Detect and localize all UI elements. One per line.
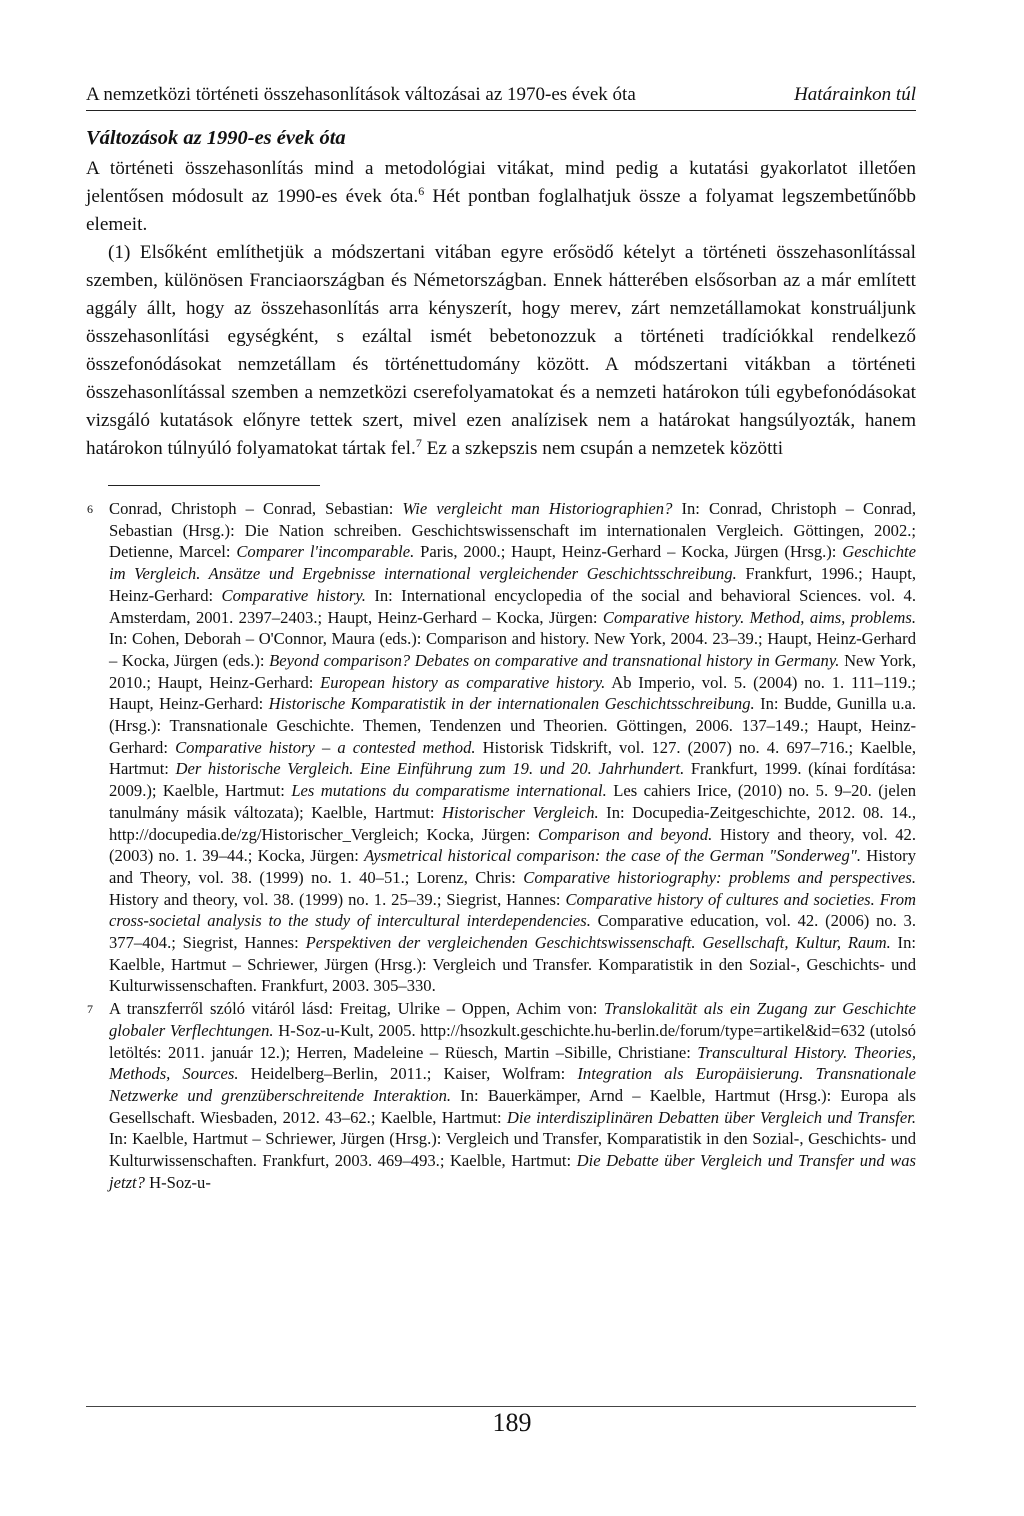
footnote-divider [108,485,320,486]
footnote-title-segment: Die Debatte über Vergleich und Transfer und was jetzt? [109,1151,916,1192]
section-title: Változások az 1990-es évek óta [86,127,346,149]
footnote-title-segment: Wie vergleicht man Historiographien? [402,499,673,518]
footnote-title-segment: Comparative history – a contested method. [175,737,476,757]
footnote-ref-7[interactable]: 7 [415,436,422,450]
page-number: 189 [492,1408,532,1437]
footnote-text-segment: In: International encyclopedia of the social and behavioral Sciences. vol. 4. Amsterdam, 2001. 2397–2403.; Haupt, Heinz-Gerhard – Kocka, Jürgen: [109,585,916,627]
footnote-title-segment: Die interdisziplinären Debatten über Vergleich und Transfer. [506,1107,916,1127]
footnote-text-segment: In: Kaelble, Hartmut – Schriewer, Jürgen (Hrsg.): Vergleich und Transfer, Komparatistik in den Sozial-, Geschichts- und Kulturwissenschaften. Frankfurt, 2003. 469–493.; Kaelble, Hartmut: [109,1129,916,1171]
footnote-text-segment: Heidelberg–Berlin, 2011.; Kaiser, Wolfram: [238,1064,578,1084]
body-text [86,155,916,463]
footnote-title-segment: Comparative history. Method, aims, problems. [602,607,916,627]
running-header [86,84,916,111]
bottom-rule [86,1406,916,1407]
footnote-text [109,998,916,1193]
footnote-text-segment: New York, 2010.; Haupt, Heinz-Gerhard: [109,650,916,692]
footnote-text-segment: Frankfurt, 1999. (kínai fordítása: 2009.); Kaelble, Hartmut: [109,759,916,801]
footnote-text-segment: In: Cohen, Deborah – O'Connor, Maura (eds.): Comparison and history. New York, 2004. 23–39.; Haupt, Heinz-Gerhard – Kocka, Jürgen (eds.): [109,629,916,670]
footnote-text-segment: In: Conrad, Christoph – Conrad, Sebastian (Hrsg.): Die Nation schreiben. Geschichtswissenschaft im internationalen Vergleich. Göttingen, 2002.; Detienne, Marcel: [109,499,916,562]
footnote-text-segment: A transzferről szóló vitáról lásd: Freitag, Ulrike – Oppen, Achim von: [109,999,605,1019]
footnote-text-segment: In: Budde, Gunilla u.a. (Hrsg.): Transnationale Geschichte. Themen, Tendenzen und Theorien. Göttingen, 2006. 137–149.; Haupt, Heinz-Gerhard: [109,694,917,757]
footnote-text-segment: In: Bauerkämper, Arnd – Kaelble, Hartmut (Hrsg.): Europa als Gesellschaft. Wiesbaden, 2012. 43–62.; Kaelble, Hartmut: [109,1085,916,1127]
footnote-text-segment: Conrad, Christoph – Conrad, Sebastian: [109,499,403,518]
footnote-title-segment: Translokalität als ein Zugang zur Geschichte globaler Verflechtungen. [109,999,916,1040]
paragraph-2-text: (1) Elsőként említhetjük a módszertani vitában egyre erősödő kételyt a történeti összehasonlítással szemben, különösen Franciaországban és Németországban. Ennek hátterében elsősorban az a már említett aggály állt, hogy az összehasonlítás arra kényszerít, hogy merev, zárt nemzetállamokat konstruáljunk összehasonlítási egységként, s ezáltal ismét bebetonozzuk a történeti tradíciókkal rendelkező összefonódásokat nemzetállam és történettudomány között. A módszertani vitákban a történeti összehasonlítással szemben a nemzetközi cserefolyamatokat és a nemzeti határokon túli egybefonódásokat vizsgáló kutatások előnyre tettek szert, mivel ezen analízisek nem a határokat hangsúlyozták, hanem határokon túlnyúló folyamatokat tártak fel. [86,242,916,459]
footnote-text-segment: Paris, 2000.; Haupt, Heinz-Gerhard – Kocka, Jürgen (Hrsg.): [414,542,843,562]
footnote-title-segment: Comparative history. [221,585,366,605]
footnote-text-segment: History and theory, vol. 42. (2003) no. 1. 39–44.; Kocka, Jürgen: [109,824,916,866]
header-section: Határainkon túl [794,84,916,105]
footnote [86,998,916,1193]
paragraph-1-text-cont: Hét pontban foglalhatjuk össze a folyamat legszembetűnőbb elemeit. [86,186,916,235]
paragraph-1 [86,155,916,239]
footnote-title-segment: Aysmetrical historical comparison: the case of the German "Sonderweg". [364,846,861,866]
footnote-text-segment: Ab Imperio, vol. 5. (2004) no. 1. 111–119.; Haupt, Heinz-Gerhard: [109,672,916,714]
footnote-title-segment: Comparer l'incomparable. [236,542,415,562]
footnote-title-segment: Perspektiven der vergleichenden Geschichtswissenschaft. Gesellschaft, Kultur, Raum. [305,933,891,953]
header-title: A nemzetközi történeti összehasonlítások változásai az 1970-es évek óta [86,84,636,105]
footnote-number: 7 [87,1002,93,1017]
footnote-text-segment: History and Theory, vol. 38. (1999) no. 1. 40–51.; Lorenz, Chris: [109,846,916,887]
footnote-title-segment: Historische Komparatistik in der internationalen Geschichtsschreibung. [268,694,755,714]
footnote-title-segment: Comparative historiography: problems and perspectives. [523,867,916,887]
footnote-text-segment: In: Kaelble, Hartmut – Schriewer, Jürgen (Hrsg.): Vergleich und Transfer. Komparatistik in den Sozial-, Geschichts- und Kulturwissenschaften. Frankfurt, 2003. 305–330. [109,933,916,996]
footnote-title-segment: Comparative history of cultures and societies. From cross-societal analysis to the study of intercultural interdependencies. [109,889,916,931]
footnote-title-segment: Comparison and beyond. [537,824,713,844]
footnote-text-segment: H-Soz-u-Kult, 2005. http://hsozkult.geschichte.hu-berlin.de/forum/type=artikel&id=632 (utolsó letöltés: 2011. január 12.); Herren, Madeleine – Rüesch, Martin –Sibille, Christiane: [109,1020,916,1062]
footnote-text-segment: H-Soz-u- [144,1172,211,1192]
paragraph-2 [86,239,916,463]
paragraph-2-text-cont: Ez a szkepszis nem csupán a nemzetek közötti [421,438,784,459]
footnote-title-segment: Integration als Europäisierung. Transnationale Netzwerke und grenzüberschreitende Interaktion. [109,1064,916,1105]
footnote-title-segment: Der historische Vergleich. Eine Einführung zum 19. und 20. Jahrhundert. [175,759,685,779]
footnote-title-segment: Transcultural History. Theories, Methods, Sources. [109,1042,916,1084]
footnote-title-segment: Geschichte im Vergleich. Ansätze und Ergebnisse international vergleichender Geschichtsschreibung. [109,542,916,584]
footnote-title-segment: Beyond comparison? Debates on comparative and transnational history in Germany. [269,650,840,670]
page [86,84,916,1195]
footnote-title-segment: European history as comparative history. [320,672,606,692]
footnote-title-segment: Les mutations du comparatisme international. [291,781,607,801]
footnote-title-segment: Historischer Vergleich. [441,802,599,822]
footnote-text-segment: History and theory, vol. 38. (1999) no. 1. 25–39.; Siegrist, Hannes: [109,889,566,909]
footnote-text-segment: In: Docupedia-Zeitgeschichte, 2012. 08. 14., http://docupedia.de/zg/Historischer_Vergleich; Kocka, Jürgen: [109,802,916,844]
footnotes [86,498,916,1194]
footnote-number: 6 [87,502,93,516]
footnote [86,498,916,997]
footnote-text-segment: Les cahiers Irice, (2010) no. 5. 9–20. (jelen tanulmány másik változata); Kaelble, Hartmut: [109,781,916,822]
footnote-text-segment: Frankfurt, 1996.; Haupt, Heinz-Gerhard: [109,564,916,605]
paragraph-1-text: A történeti összehasonlítás mind a metodológiai vitákat, mind pedig a kutatási gyakorlatot illetően jelentősen módosult az 1990-es évek óta. [86,158,916,207]
footnote-text-segment: Historisk Tidskrift, vol. 127. (2007) no. 4. 697–716.; Kaelble, Hartmut: [109,737,917,779]
footnote-text-segment: Comparative education, vol. 42. (2006) no. 3. 377–404.; Siegrist, Hannes: [109,911,917,953]
footnote-ref-6[interactable]: 6 [418,184,425,198]
footnote-text [109,498,916,997]
